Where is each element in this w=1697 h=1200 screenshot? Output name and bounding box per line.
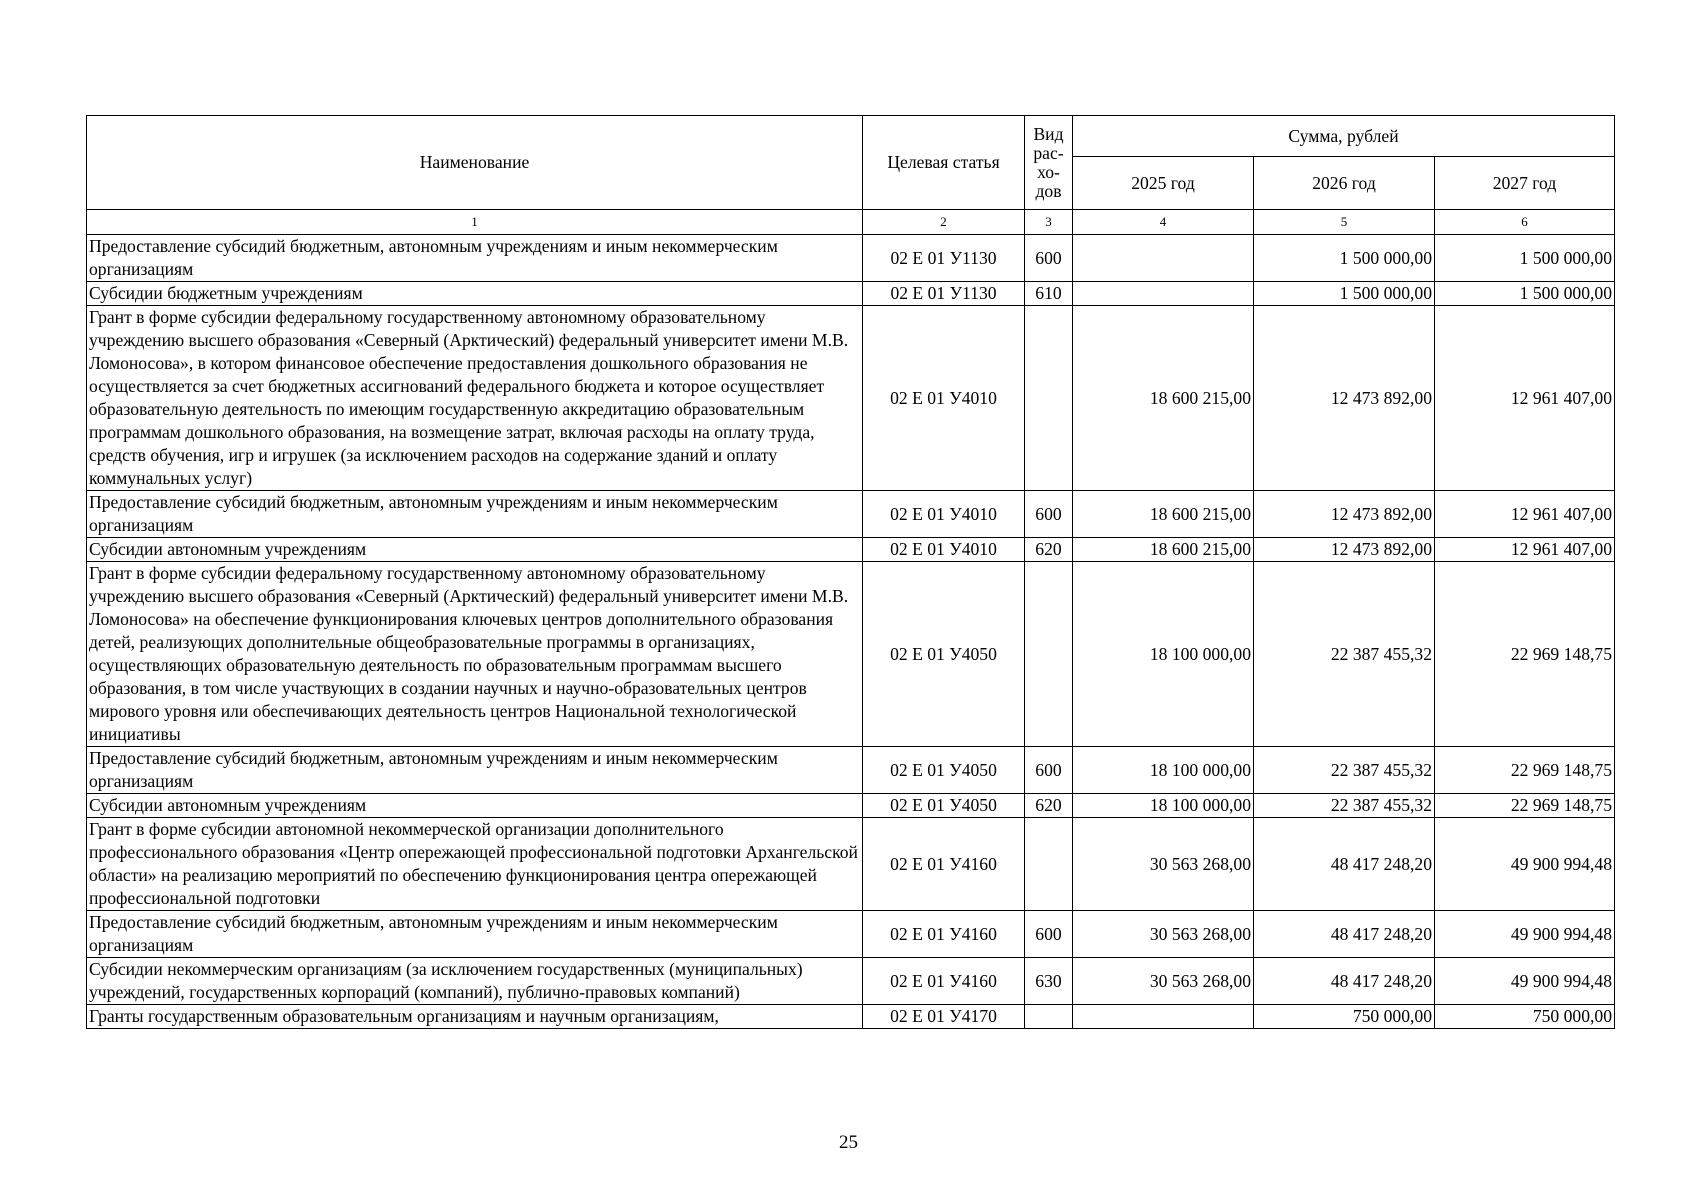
row-code-cell: 02 Е 01 У4010 xyxy=(863,491,1025,538)
row-amount-2025-cell: 18 600 215,00 xyxy=(1073,538,1254,562)
table-row xyxy=(87,1005,1615,1029)
row-amount-2025-cell: 30 563 268,00 xyxy=(1073,911,1254,958)
row-code-cell: 02 Е 01 У4170 xyxy=(863,1005,1025,1029)
row-expense-type-cell: 600 xyxy=(1025,747,1073,794)
column-number-row xyxy=(87,210,1615,235)
row-expense-type-cell xyxy=(1025,562,1073,747)
header-expense-type-line: хо- xyxy=(1037,161,1060,182)
header-sum: Сумма, рублей xyxy=(1073,116,1615,157)
row-amount-2026-cell: 1 500 000,00 xyxy=(1254,235,1435,282)
column-number: 3 xyxy=(1025,210,1073,235)
table-row xyxy=(87,306,1615,491)
row-expense-type-cell: 600 xyxy=(1025,235,1073,282)
row-amount-2025-cell xyxy=(1073,235,1254,282)
row-name-cell: Предоставление субсидий бюджетным, автономным учреждениям и иным некоммерческим организациям xyxy=(87,747,863,794)
row-amount-2027-cell: 1 500 000,00 xyxy=(1435,235,1615,282)
row-amount-2026-cell: 48 417 248,20 xyxy=(1254,818,1435,911)
row-amount-2027-cell: 49 900 994,48 xyxy=(1435,958,1615,1005)
row-name-cell: Субсидии некоммерческим организациям (за исключением государственных (муниципальных) учреждений, государственных корпораций (компаний), публично-правовых компаний) xyxy=(87,958,863,1005)
budget-table xyxy=(86,115,1615,1029)
table-row xyxy=(87,562,1615,747)
row-amount-2025-cell: 18 100 000,00 xyxy=(1073,794,1254,818)
table-row xyxy=(87,491,1615,538)
row-name-cell: Гранты государственным образовательным организациям и научным организациям, xyxy=(87,1005,863,1029)
row-name-cell: Предоставление субсидий бюджетным, автономным учреждениям и иным некоммерческим организациям xyxy=(87,491,863,538)
page-number: 25 xyxy=(839,1132,858,1153)
row-amount-2026-cell: 22 387 455,32 xyxy=(1254,747,1435,794)
row-expense-type-cell: 610 xyxy=(1025,282,1073,306)
column-number: 4 xyxy=(1073,210,1254,235)
row-expense-type-cell: 600 xyxy=(1025,491,1073,538)
table-row xyxy=(87,794,1615,818)
row-expense-type-cell: 600 xyxy=(1025,911,1073,958)
row-amount-2026-cell: 12 473 892,00 xyxy=(1254,538,1435,562)
header-year-2026: 2026 год xyxy=(1254,157,1435,210)
header-row-top xyxy=(87,116,1615,157)
column-number: 6 xyxy=(1435,210,1615,235)
row-amount-2025-cell: 18 100 000,00 xyxy=(1073,747,1254,794)
table-row xyxy=(87,911,1615,958)
row-expense-type-cell: 630 xyxy=(1025,958,1073,1005)
table-row xyxy=(87,538,1615,562)
row-amount-2025-cell xyxy=(1073,282,1254,306)
row-name-cell: Грант в форме субсидии федеральному государственному автономному образовательному учреждению высшего образования «Северный (Арктический) федеральный университет имени М.В. Ломоносова», в котором финансовое обеспечение предоставления дошкольного образования не осуществляется за счет бюджетных ассигнований федерального бюджета и которое осуществляет образовательную деятельность по имеющим государственную аккредитацию образовательным программам дошкольного образования, на возмещение затрат, включая расходы на оплату труда, средств обучения, игр и игрушек (за исключением расходов на содержание зданий и оплату коммунальных услуг) xyxy=(87,306,863,491)
row-amount-2027-cell: 22 969 148,75 xyxy=(1435,562,1615,747)
header-code: Целевая статья xyxy=(863,116,1025,210)
row-amount-2026-cell: 12 473 892,00 xyxy=(1254,491,1435,538)
row-amount-2026-cell: 12 473 892,00 xyxy=(1254,306,1435,491)
row-expense-type-cell xyxy=(1025,306,1073,491)
row-expense-type-cell xyxy=(1025,818,1073,911)
row-amount-2027-cell: 49 900 994,48 xyxy=(1435,911,1615,958)
header-name: Наименование xyxy=(87,116,863,210)
row-amount-2026-cell: 22 387 455,32 xyxy=(1254,794,1435,818)
row-name-cell: Грант в форме субсидии автономной некоммерческой организации дополнительного профессионального образования «Центр опережающей профессиональной подготовки Архангельской области» на реализацию мероприятий по обеспечению функционирования центра опережающей профессиональной подготовки xyxy=(87,818,863,911)
row-expense-type-cell: 620 xyxy=(1025,538,1073,562)
row-name-cell: Предоставление субсидий бюджетным, автономным учреждениям и иным некоммерческим организациям xyxy=(87,235,863,282)
row-code-cell: 02 Е 01 У4160 xyxy=(863,958,1025,1005)
row-expense-type-cell xyxy=(1025,1005,1073,1029)
row-amount-2027-cell: 22 969 148,75 xyxy=(1435,794,1615,818)
table-body xyxy=(87,235,1615,1029)
table-row xyxy=(87,818,1615,911)
column-number: 2 xyxy=(863,210,1025,235)
row-amount-2027-cell: 750 000,00 xyxy=(1435,1005,1615,1029)
row-code-cell: 02 Е 01 У4160 xyxy=(863,911,1025,958)
row-amount-2026-cell: 1 500 000,00 xyxy=(1254,282,1435,306)
row-name-cell: Предоставление субсидий бюджетным, автономным учреждениям и иным некоммерческим организациям xyxy=(87,911,863,958)
row-amount-2026-cell: 22 387 455,32 xyxy=(1254,562,1435,747)
header-expense-type-line: дов xyxy=(1035,180,1062,201)
row-code-cell: 02 Е 01 У4010 xyxy=(863,306,1025,491)
header-year-2025: 2025 год xyxy=(1073,157,1254,210)
table-row xyxy=(87,958,1615,1005)
row-amount-2025-cell: 18 100 000,00 xyxy=(1073,562,1254,747)
row-code-cell: 02 Е 01 У4050 xyxy=(863,794,1025,818)
column-number: 5 xyxy=(1254,210,1435,235)
header-expense-type-line: Вид xyxy=(1033,123,1064,144)
column-number: 1 xyxy=(87,210,863,235)
row-amount-2025-cell: 30 563 268,00 xyxy=(1073,818,1254,911)
row-name-cell: Грант в форме субсидии федеральному государственному автономному образовательному учреждению высшего образования «Северный (Арктический) федеральный университет имени М.В. Ломоносова» на обеспечение функционирования ключевых центров дополнительного образования детей, реализующих дополнительные общеобразовательные программы в организациях, осуществляющих образовательную деятельность по образовательным программам высшего образования, в том числе участвующих в создании научных и научно-образовательных центров мирового уровня или обеспечивающих деятельность центров Национальной технологической инициативы xyxy=(87,562,863,747)
row-amount-2027-cell: 12 961 407,00 xyxy=(1435,491,1615,538)
row-name-cell: Субсидии бюджетным учреждениям xyxy=(87,282,863,306)
row-code-cell: 02 Е 01 У4010 xyxy=(863,538,1025,562)
row-amount-2026-cell: 48 417 248,20 xyxy=(1254,958,1435,1005)
header-year-2027: 2027 год xyxy=(1435,157,1615,210)
row-amount-2025-cell: 18 600 215,00 xyxy=(1073,306,1254,491)
row-amount-2027-cell: 49 900 994,48 xyxy=(1435,818,1615,911)
row-code-cell: 02 Е 01 У4160 xyxy=(863,818,1025,911)
row-amount-2025-cell xyxy=(1073,1005,1254,1029)
row-code-cell: 02 Е 01 У4050 xyxy=(863,562,1025,747)
row-amount-2026-cell: 48 417 248,20 xyxy=(1254,911,1435,958)
header-expense-type xyxy=(1025,116,1073,210)
row-name-cell: Субсидии автономным учреждениям xyxy=(87,538,863,562)
row-name-cell: Субсидии автономным учреждениям xyxy=(87,794,863,818)
table-row xyxy=(87,282,1615,306)
row-amount-2025-cell: 18 600 215,00 xyxy=(1073,491,1254,538)
table-row xyxy=(87,235,1615,282)
header-expense-type-line: рас- xyxy=(1033,142,1064,163)
row-amount-2027-cell: 1 500 000,00 xyxy=(1435,282,1615,306)
row-code-cell: 02 Е 01 У1130 xyxy=(863,235,1025,282)
row-amount-2027-cell: 12 961 407,00 xyxy=(1435,538,1615,562)
row-expense-type-cell: 620 xyxy=(1025,794,1073,818)
row-code-cell: 02 Е 01 У1130 xyxy=(863,282,1025,306)
row-amount-2026-cell: 750 000,00 xyxy=(1254,1005,1435,1029)
row-code-cell: 02 Е 01 У4050 xyxy=(863,747,1025,794)
row-amount-2025-cell: 30 563 268,00 xyxy=(1073,958,1254,1005)
table-row xyxy=(87,747,1615,794)
row-amount-2027-cell: 22 969 148,75 xyxy=(1435,747,1615,794)
row-amount-2027-cell: 12 961 407,00 xyxy=(1435,306,1615,491)
